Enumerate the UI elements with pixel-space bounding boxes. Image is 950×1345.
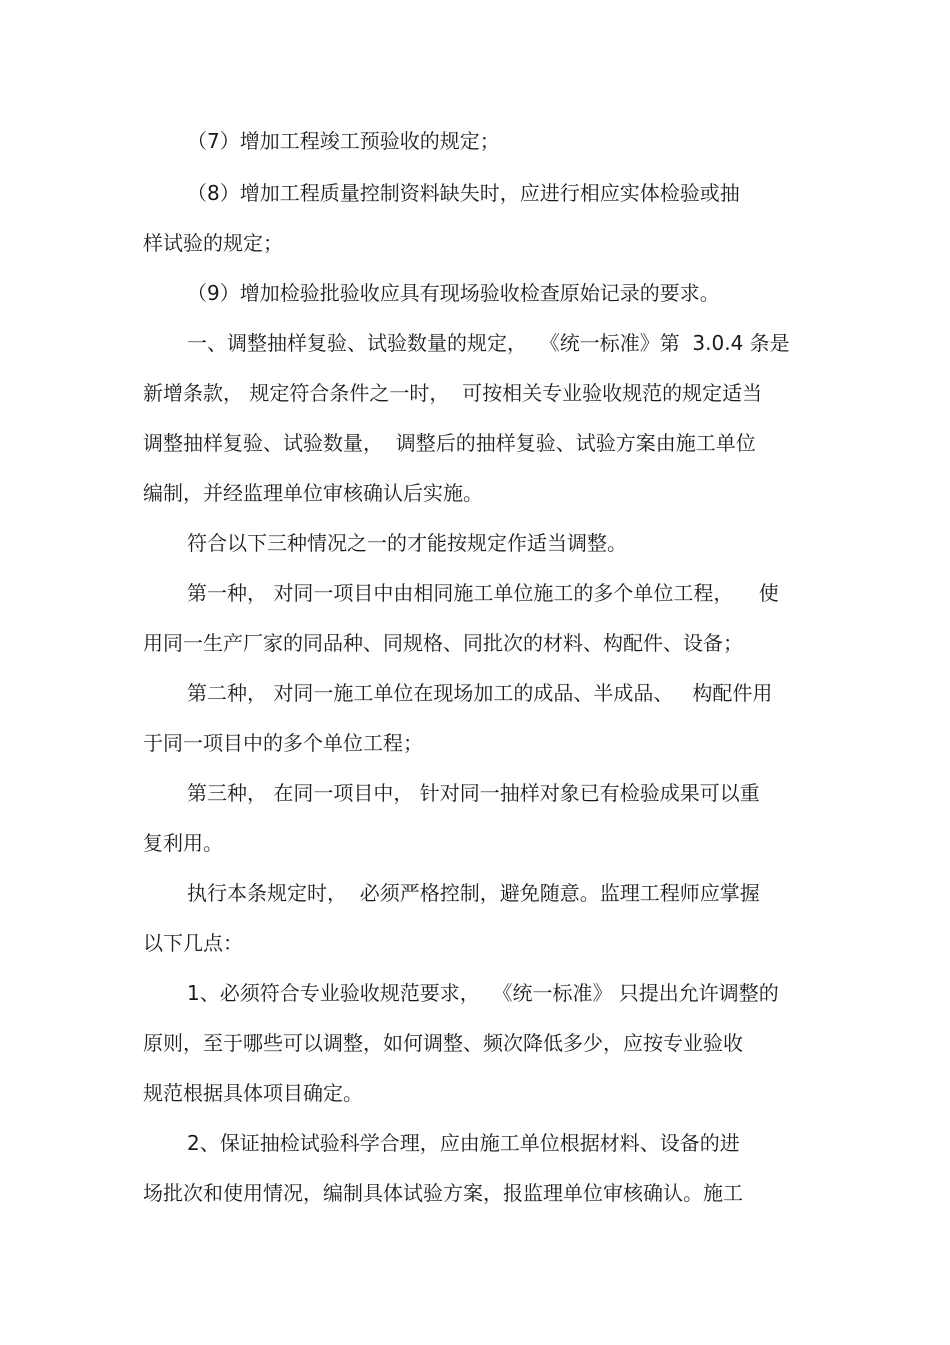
text-line: （9）增加检验批验收应具有现场验收检查原始记录的要求。 <box>187 281 720 305</box>
text-line: 1、必须符合专业验收规范要求， 《统一标准》 只提出允许调整的 <box>187 981 779 1005</box>
text-line: 第二种， 对同一施工单位在现场加工的成品、半成品、 构配件用 <box>187 681 773 705</box>
text-line: 2、保证抽检试验科学合理，应由施工单位根据材料、设备的进 <box>187 1131 740 1155</box>
text-line: 用同一生产厂家的同品种、同规格、同批次的材料、构配件、设备； <box>143 631 743 655</box>
text-line: 原则，至于哪些可以调整，如何调整、频次降低多少，应按专业验收 <box>143 1031 743 1055</box>
text-line: 样试验的规定； <box>143 231 283 255</box>
text-line: 调整抽样复验、试验数量， 调整后的抽样复验、试验方案由施工单位 <box>143 431 756 455</box>
text-line: （8）增加工程质量控制资料缺失时，应进行相应实体检验或抽 <box>187 181 740 205</box>
text-line: 一、调整抽样复验、试验数量的规定， 《统一标准》第 3.0.4 条是 <box>187 331 790 355</box>
text-line: 规范根据具体项目确定。 <box>143 1081 363 1105</box>
text-line: 场批次和使用情况，编制具体试验方案，报监理单位审核确认。施工 <box>143 1181 743 1205</box>
text-line: 符合以下三种情况之一的才能按规定作适当调整。 <box>187 531 627 555</box>
text-line: 于同一项目中的多个单位工程； <box>143 731 423 755</box>
text-line: 第三种， 在同一项目中， 针对同一抽样对象已有检验成果可以重 <box>187 781 760 805</box>
text-line: 复利用。 <box>143 831 223 855</box>
text-line: 新增条款， 规定符合条件之一时， 可按相关专业验收规范的规定适当 <box>143 381 763 405</box>
text-line: 以下几点： <box>143 931 243 955</box>
text-line: 第一种， 对同一项目中由相同施工单位施工的多个单位工程， 使 <box>187 581 779 605</box>
text-line: （7）增加工程竣工预验收的规定； <box>187 129 500 153</box>
text-line: 编制，并经监理单位审核确认后实施。 <box>143 481 483 505</box>
text-line: 执行本条规定时， 必须严格控制，避免随意。监理工程师应掌握 <box>187 881 760 905</box>
